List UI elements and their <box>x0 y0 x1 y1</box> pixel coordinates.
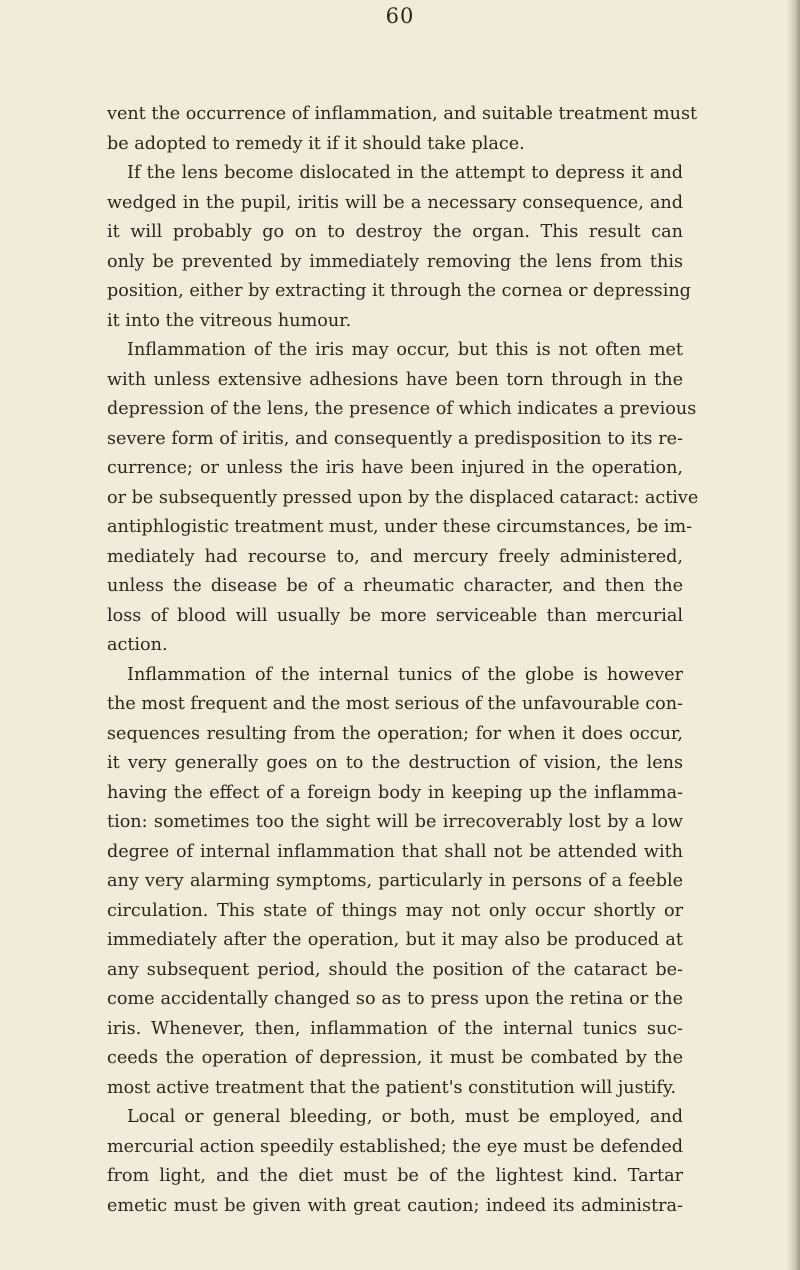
text-line: currence; or unless the iris have been injured in the operation, <box>107 458 683 478</box>
text-line: it into the vitreous humour. <box>107 310 352 331</box>
text-line: any very alarming symptoms, particularly in persons of a feeble <box>107 871 683 891</box>
text-line: from light, and the diet must be of the lightest kind. Tartar <box>107 1166 683 1186</box>
page-edge-shadow <box>786 0 800 1270</box>
page-number: 60 <box>385 4 415 28</box>
text-line: sequences resulting from the operation; for when it does occur, <box>107 723 683 744</box>
body-text <box>107 100 699 1221</box>
text-line: only be prevented by immediately removing the lens from this <box>107 251 683 272</box>
text-line: be adopted to remedy it if it should take place. <box>107 133 525 154</box>
text-line: antiphlogistic treatment must, under these circumstances, be im- <box>107 517 693 537</box>
text-line: tion: sometimes too the sight will be irrecoverably lost by a low <box>107 812 683 832</box>
text-line: position, either by extracting it through the cornea or depressing <box>107 281 691 301</box>
text-line: it very generally goes on to the destruction of vision, the lens <box>107 753 683 773</box>
text-line: severe form of iritis, and consequently a predisposition to its re- <box>107 428 683 449</box>
text-line: having the effect of a foreign body in keeping up the inflamma- <box>107 782 683 803</box>
text-line: any subsequent period, should the position of the cataract be- <box>107 959 683 980</box>
text-line: or be subsequently pressed upon by the displaced cataract: active <box>107 487 699 508</box>
text-line: action. <box>107 635 168 655</box>
text-line: it will probably go on to destroy the organ. This result can <box>107 222 683 242</box>
text-line: wedged in the pupil, iritis will be a necessary consequence, and <box>107 192 683 213</box>
text-line: vent the occurrence of inflammation, and suitable treatment must <box>107 104 698 124</box>
text-line: mediately had recourse to, and mercury freely administered, <box>107 546 683 567</box>
text-line: with unless extensive adhesions have been torn through in the <box>107 369 683 390</box>
text-line: circulation. This state of things may not only occur shortly or <box>107 900 683 921</box>
text-line: iris. Whenever, then, inflammation of the internal tunics suc- <box>107 1018 683 1039</box>
text-line: degree of internal inflammation that shall not be attended with <box>107 841 683 862</box>
text-line: come accidentally changed so as to press upon the retina or the <box>107 989 683 1009</box>
text-line: the most frequent and the most serious of the unfavourable con- <box>107 694 683 714</box>
text-line: If the lens become dislocated in the attempt to depress it and <box>127 163 683 183</box>
text-line: depression of the lens, the presence of which indicates a previous <box>107 399 697 419</box>
text-line: mercurial action speedily established; the eye must be defended <box>107 1136 683 1157</box>
text-line: immediately after the operation, but it may also be produced at <box>107 930 683 950</box>
text-line: most active treatment that the patient's constitution will justify. <box>107 1077 677 1098</box>
text-line: ceeds the operation of depression, it must be combated by the <box>107 1048 683 1068</box>
text-line: loss of blood will usually be more serviceable than mercurial <box>107 605 683 626</box>
text-line: emetic must be given with great caution; indeed its administra- <box>107 1195 683 1216</box>
text-line: Inflammation of the internal tunics of the globe is however <box>127 664 683 685</box>
text-line: Inflammation of the iris may occur, but this is not often met <box>127 340 683 360</box>
text-line: Local or general bleeding, or both, must be employed, and <box>127 1107 683 1127</box>
text-line: unless the disease be of a rheumatic character, and then the <box>107 576 683 596</box>
